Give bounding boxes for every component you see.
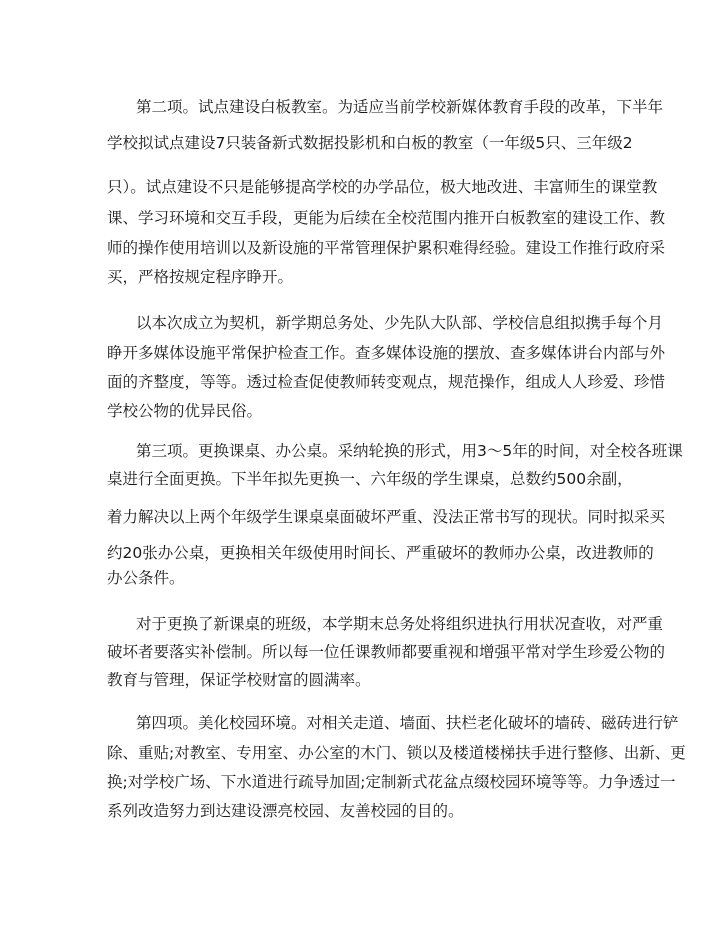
paragraph-5-line-2: 除、重贴;对教室、专用室、办公室的木门、锁以及楼道楼梯扶手进行整修、出新、更 (107, 744, 686, 762)
paragraph-2-line-4: 学校公物的优异民俗。 (107, 402, 263, 420)
paragraph-4-line-2: 破坏者要落实补偿制。所以每一位任课教师都要重视和增强平常对学生珍爱公物的 (107, 643, 666, 661)
paragraph-3-line-5: 办公条件。 (107, 569, 185, 587)
paragraph-1-line-5: 师的操作使用培训以及新设施的平常管理保护累积难得经验。建设工作推行政府采 (107, 239, 666, 257)
paragraph-2-line-1: 以本次成立为契机，新学期总务处、少先队大队部、学校信息组拟携手每个月 (136, 314, 664, 332)
paragraph-5-line-4: 系列改造努力到达建设漂亮校园、友善校园的目的。 (107, 802, 464, 820)
paragraph-2-line-3: 面的齐整度，等等。透过检查促使教师转变观点，规范操作，组成人人珍爱、珍惜 (107, 373, 666, 391)
paragraph-1-line-2: 学校拟试点建设7只装备新式数据投影机和白板的教室（一年级5只、三年级2 (107, 134, 633, 152)
paragraph-1-line-4: 课、学习环境和交互手段，更能为后续在全校范围内推开白板教室的建设工作、教 (107, 209, 666, 227)
paragraph-5-line-1: 第四项。美化校园环境。对相关走道、墙面、扶栏老化破坏的墙砖、磁砖进行铲 (136, 714, 679, 732)
paragraph-1-line-1: 第二项。试点建设白板教室。为适应当前学校新媒体教育手段的改革，下半年 (136, 98, 664, 116)
paragraph-3-line-3: 着力解决以上两个年级学生课桌桌面破坏严重、没法正常书写的现状。同时拟采买 (107, 508, 666, 526)
paragraph-3-line-1: 第三项。更换课桌、办公桌。采纳轮换的形式，用3～5年的时间，对全校各班课 (136, 442, 683, 460)
paragraph-4-line-3: 教育与管理，保证学校财富的圆满率。 (107, 671, 371, 689)
paragraph-1-line-3: 只）。试点建设不只是能够提高学校的办学品位，极大地改进、丰富师生的课堂教 (107, 178, 658, 196)
paragraph-2-line-2: 睁开多媒体设施平常保护检查工作。查多媒体设施的摆放、查多媒体讲台内部与外 (107, 344, 666, 362)
paragraph-4-line-1: 对于更换了新课桌的班级，本学期末总务处将组织进执行用状况查收，对严重 (136, 615, 664, 633)
paragraph-5-line-3: 换;对学校广场、下水道进行疏导加固;定制新式花盆点缀校园环境等等。力争透过一 (107, 773, 676, 791)
paragraph-1-line-6: 买，严格按规定程序睁开。 (107, 268, 294, 286)
paragraph-3-line-2: 桌进行全面更换。下半年拟先更换一、六年级的学生课桌，总数约500余副， (107, 470, 633, 488)
paragraph-3-line-4: 约20张办公桌，更换相关年级使用时间长、严重破坏的教师办公桌，改进教师的 (107, 544, 654, 562)
